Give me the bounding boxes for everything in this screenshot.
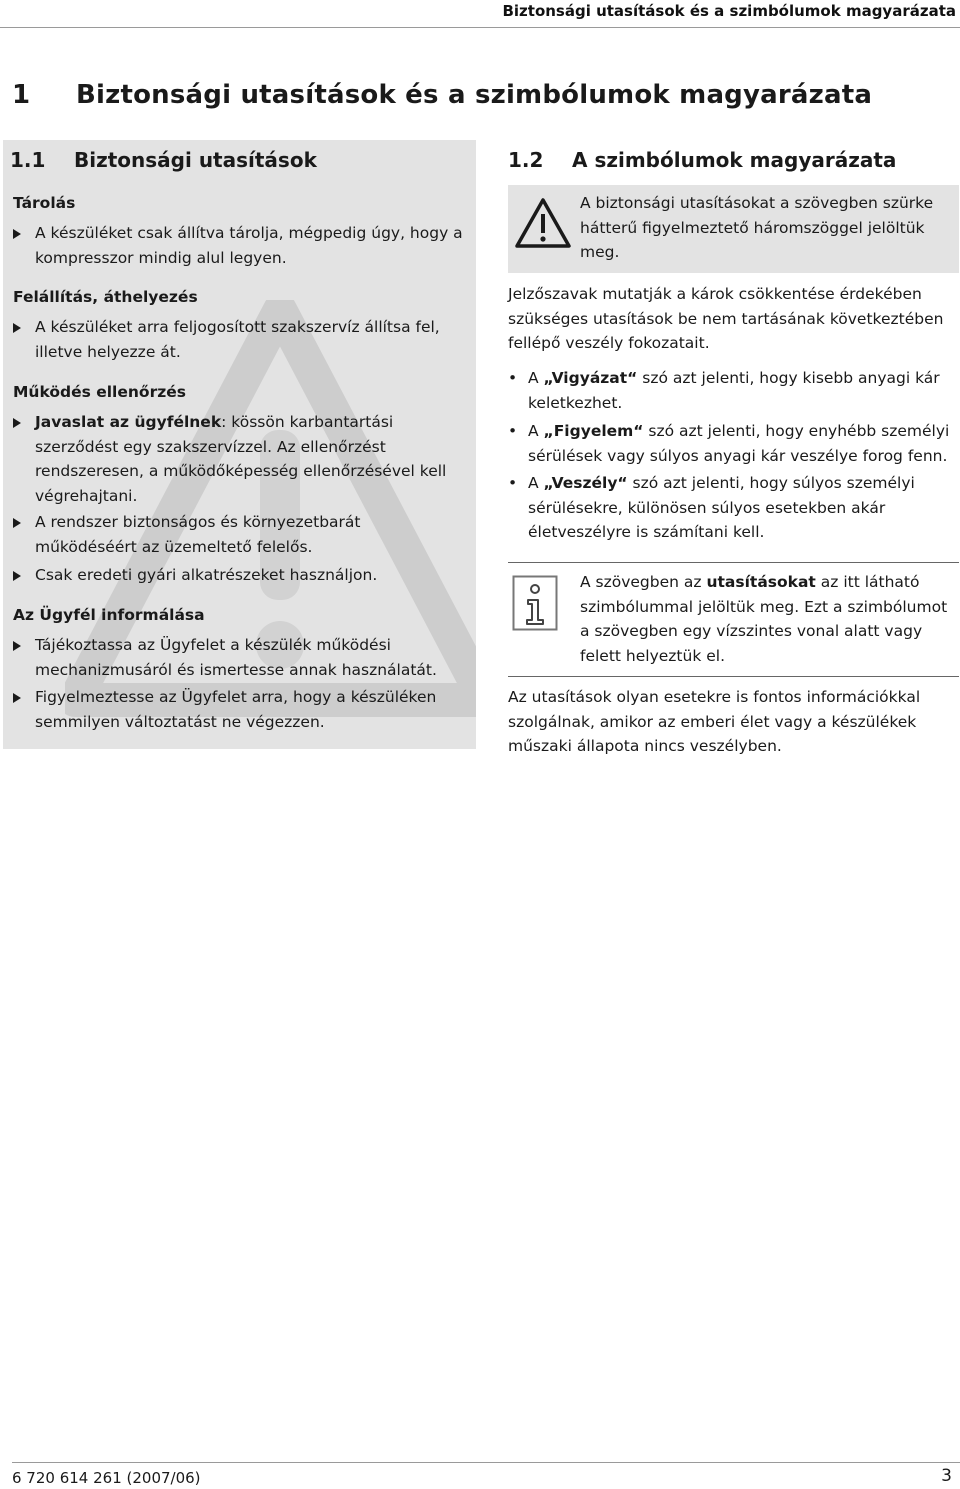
check-item-3 <box>13 563 463 588</box>
signal-word: „Figyelem“ <box>543 422 644 440</box>
page-number: 3 <box>941 1466 952 1486</box>
signal-word-item-2 <box>508 419 958 468</box>
inform-item-1 <box>13 633 463 682</box>
chapter-number: 1 <box>12 80 31 110</box>
check-heading: Működés ellenőrzés <box>13 383 186 401</box>
signal-word-desc: szó azt jelenti, hogy súlyos személyi sérülésekre, különösen súlyos esetekben akár életveszélyre is számítani kell. <box>528 474 915 541</box>
header-divider <box>0 27 960 28</box>
check-item-2-text: A rendszer biztonságos és környezetbarát működéséért az üzemeltető felelős. <box>35 513 361 556</box>
inform-item-2-text: Figyelmeztesse az Ügyfelet arra, hogy a készüléken semmilyen változtatást ne végezzen. <box>35 688 437 731</box>
section-1-2-title-text: A szimbólumok magyarázata <box>572 148 897 172</box>
info-rule-top <box>508 562 959 563</box>
warning-box-text: A biztonsági utasításokat a szövegben szürke hátterű figyelmeztető háromszöggel jelöltük meg. <box>580 194 934 261</box>
signal-word-item-1-text <box>528 366 958 415</box>
arrow-bullet-icon <box>13 693 21 703</box>
signal-word-prefix: A <box>528 422 544 440</box>
recommendation-text: : kössön karbantartási szerződést egy szakszervízzel. Az ellenőrzést rendszeresen, a működőképesség ellenőrzésével kell végrehajtani. <box>35 413 447 505</box>
arrow-bullet-icon <box>13 641 21 651</box>
info-post: az itt látható szimbólummal jelöltük meg. Ezt a szimbólumot a szövegben egy vízszintes vonal alatt vagy felett helyeztük el. <box>580 573 948 665</box>
arrow-bullet-icon <box>13 323 21 333</box>
inform-heading: Az Ügyfél informálása <box>13 606 205 624</box>
signal-word-prefix: A <box>528 369 544 387</box>
storage-item-text: A készüléket csak állítva tárolja, mégpedig úgy, hogy a kompresszor mindig alul legyen. <box>35 224 463 267</box>
bullet-dot-icon: • <box>508 369 518 387</box>
signal-word-item-3-text <box>528 471 958 545</box>
section-1-1-number: 1.1 <box>10 148 46 172</box>
check-item-1-text <box>35 410 463 508</box>
check-item-3-text: Csak eredeti gyári alkatrészeket használjon. <box>35 566 378 584</box>
section-1-1-title-text: Biztonsági utasítások <box>74 148 317 172</box>
closing-paragraph: Az utasítások olyan esetekre is fontos információkkal szolgálnak, amikor az emberi élet vagy a készülékek műszaki állapota nincs veszélyben. <box>508 688 921 755</box>
arrow-bullet-icon <box>13 571 21 581</box>
chapter-title-text: Biztonsági utasítások és a szimbólumok magyarázata <box>76 80 873 110</box>
inform-item-2 <box>13 685 463 734</box>
storage-heading: Tárolás <box>13 194 76 212</box>
info-rule-bottom <box>508 676 959 677</box>
signal-word-prefix: A <box>528 474 544 492</box>
section-1-2-title <box>508 148 896 172</box>
signal-word-item-2-text <box>528 419 958 468</box>
signal-word-desc: szó azt jelenti, hogy enyhébb személyi sérülések vagy súlyos anyagi kár veszélye forog fenn. <box>528 422 950 465</box>
check-item-2 <box>13 510 463 559</box>
info-icon <box>512 575 558 631</box>
signal-word-item-3 <box>508 471 958 545</box>
footer-divider <box>12 1462 960 1463</box>
signal-word-item-1 <box>508 366 958 415</box>
signal-word-desc: szó azt jelenti, hogy kisebb anyagi kár keletkezhet. <box>528 369 940 412</box>
signal-words-intro: Jelzőszavak mutatják a károk csökkentése érdekében szükséges utasítások be nem tartásának következtében fellépő veszély fokozatait. <box>508 285 944 352</box>
section-1-2-number: 1.2 <box>508 148 544 172</box>
info-bold: utasításokat <box>706 573 816 591</box>
storage-item <box>13 221 463 270</box>
setup-item <box>13 315 463 364</box>
bullet-dot-icon: • <box>508 474 518 492</box>
arrow-bullet-icon <box>13 518 21 528</box>
section-1-1-title <box>10 148 317 172</box>
info-pre: A szövegben az <box>580 573 707 591</box>
chapter-title <box>12 80 872 110</box>
signal-word: „Vigyázat“ <box>543 369 638 387</box>
setup-heading: Felállítás, áthelyezés <box>13 288 198 306</box>
setup-item-text: A készüléket arra feljogosított szakszervíz állítsa fel, illetve helyezze át. <box>35 318 440 361</box>
signal-word: „Veszély“ <box>543 474 628 492</box>
recommendation-label: Javaslat az ügyfélnek <box>35 413 222 431</box>
warning-example-box <box>508 185 959 273</box>
inform-item-1-text: Tájékoztassa az Ügyfelet a készülék működési mechanizmusáról és ismertesse annak használatát. <box>35 636 437 679</box>
warning-triangle-icon <box>514 197 572 249</box>
bullet-dot-icon: • <box>508 422 518 440</box>
info-note-text <box>580 570 958 668</box>
check-item-1 <box>13 410 463 508</box>
document-code: 6 720 614 261 (2007/06) <box>12 1469 201 1487</box>
arrow-bullet-icon <box>13 418 21 428</box>
arrow-bullet-icon <box>13 229 21 239</box>
running-header: Biztonsági utasítások és a szimbólumok magyarázata <box>502 2 956 20</box>
